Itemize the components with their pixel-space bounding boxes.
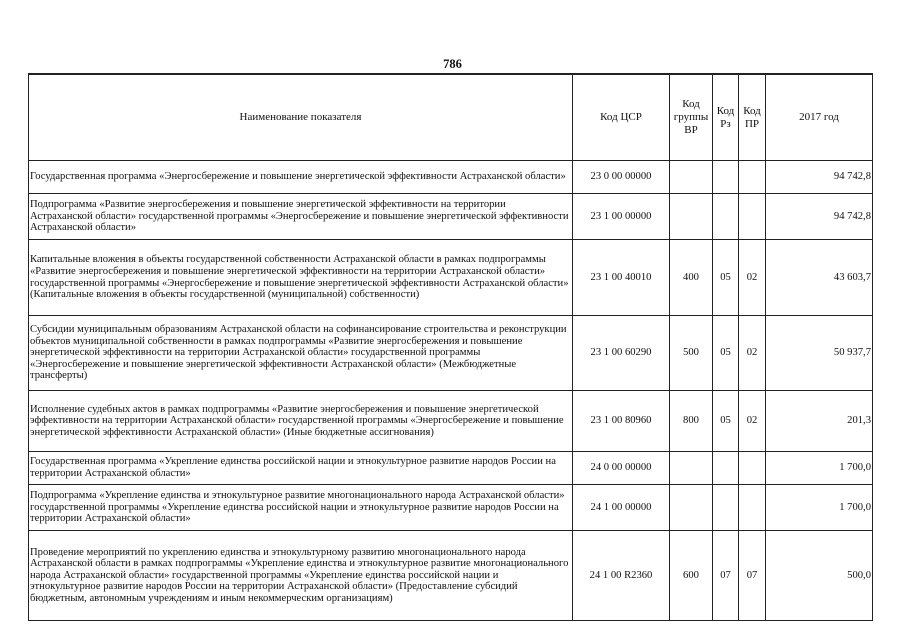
cell-csr: 23 1 00 40010 <box>573 240 670 316</box>
cell-rz: 05 <box>713 240 739 316</box>
header-name: Наименование показателя <box>29 74 573 161</box>
table-row <box>29 391 873 452</box>
cell-rz: 07 <box>713 531 739 621</box>
cell-sum: 500,0 <box>766 531 873 621</box>
cell-vr: 400 <box>670 240 713 316</box>
cell-vr: 500 <box>670 316 713 391</box>
table-row <box>29 531 873 621</box>
cell-name: Подпрограмма «Укрепление единства и этнокультурное развитие многонационального народа Астраханской области» государственной программы «Укрепление единства российской нации и этнокультурное развитие народов России на территории Астраханской области» <box>29 485 573 531</box>
table-row <box>29 316 873 391</box>
header-rz: Код Рз <box>713 74 739 161</box>
cell-sum: 201,3 <box>766 391 873 452</box>
cell-pr <box>739 161 766 194</box>
cell-pr: 07 <box>739 531 766 621</box>
cell-vr: 600 <box>670 531 713 621</box>
page-number: 786 <box>443 57 462 71</box>
table-row <box>29 485 873 531</box>
header-vr: Код группы ВР <box>670 74 713 161</box>
cell-sum: 43 603,7 <box>766 240 873 316</box>
cell-sum: 50 937,7 <box>766 316 873 391</box>
cell-rz: 05 <box>713 391 739 452</box>
cell-csr: 23 0 00 00000 <box>573 161 670 194</box>
cell-pr: 02 <box>739 391 766 452</box>
cell-csr: 24 1 00 R2360 <box>573 531 670 621</box>
cell-vr <box>670 161 713 194</box>
cell-csr: 24 1 00 00000 <box>573 485 670 531</box>
budget-table <box>28 73 873 621</box>
cell-sum: 94 742,8 <box>766 161 873 194</box>
cell-vr <box>670 485 713 531</box>
cell-vr <box>670 194 713 240</box>
table-row <box>29 161 873 194</box>
cell-vr: 800 <box>670 391 713 452</box>
cell-pr: 02 <box>739 240 766 316</box>
cell-csr: 24 0 00 00000 <box>573 452 670 485</box>
cell-sum: 1 700,0 <box>766 452 873 485</box>
cell-rz: 05 <box>713 316 739 391</box>
cell-sum: 94 742,8 <box>766 194 873 240</box>
table-row <box>29 194 873 240</box>
table-row <box>29 240 873 316</box>
cell-name: Субсидии муниципальным образованиям Астраханской области на софинансирование строительства и реконструкции объектов муниципальной собственности в рамках подпрограммы «Развитие энергосбережения и повышение энергетической эффективности на территории Астраханской области» государственной программы «Энергосбережение и повышение энергетической эффективности Астраханской области» (Межбюджетные трансферты) <box>29 316 573 391</box>
cell-pr: 02 <box>739 316 766 391</box>
cell-pr <box>739 194 766 240</box>
table-row <box>29 452 873 485</box>
cell-rz <box>713 452 739 485</box>
cell-csr: 23 1 00 00000 <box>573 194 670 240</box>
cell-rz <box>713 161 739 194</box>
header-csr: Код ЦСР <box>573 74 670 161</box>
cell-name: Капитальные вложения в объекты государственной собственности Астраханской области в рамках подпрограммы «Развитие энергосбережения и повышение энергетической эффективности на территории Астраханской области» государственной программы «Энергосбережение и повышение энергетической эффективности Астраханской области» (Капитальные вложения в объекты государственной (муниципальной) собственности) <box>29 240 573 316</box>
cell-pr <box>739 485 766 531</box>
cell-rz <box>713 194 739 240</box>
cell-csr: 23 1 00 60290 <box>573 316 670 391</box>
cell-vr <box>670 452 713 485</box>
cell-name: Государственная программа «Энергосбережение и повышение энергетической эффективности Астраханской области» <box>29 161 573 194</box>
cell-rz <box>713 485 739 531</box>
header-pr: Код ПР <box>739 74 766 161</box>
cell-name: Исполнение судебных актов в рамках подпрограммы «Развитие энергосбережения и повышение энергетической эффективности на территории Астраханской области» государственной программы «Энергосбережение и повышение энергетической эффективности Астраханской области» (Иные бюджетные ассигнования) <box>29 391 573 452</box>
cell-name: Проведение мероприятий по укреплению единства и этнокультурному развитию многонационального народа Астраханской области в рамках подпрограммы «Укрепление единства и этнокультурное развитие многонационального народа Астраханской области» государственной программы «Укрепление единства российской нации и этнокультурное развитие народов России на территории Астраханской области» (Предоставление субсидий бюджетным, автономным учреждениям и иным некоммерческим организациям) <box>29 531 573 621</box>
cell-csr: 23 1 00 80960 <box>573 391 670 452</box>
cell-name: Подпрограмма «Развитие энергосбережения и повышение энергетической эффективности на территории Астраханской области» государственной программы «Энергосбережение и повышение энергетической эффективности Астраханской области» <box>29 194 573 240</box>
table-header-row <box>29 74 873 161</box>
cell-pr <box>739 452 766 485</box>
cell-sum: 1 700,0 <box>766 485 873 531</box>
header-sum: 2017 год <box>766 74 873 161</box>
cell-name: Государственная программа «Укрепление единства российской нации и этнокультурное развитие народов России на территории Астраханской области» <box>29 452 573 485</box>
